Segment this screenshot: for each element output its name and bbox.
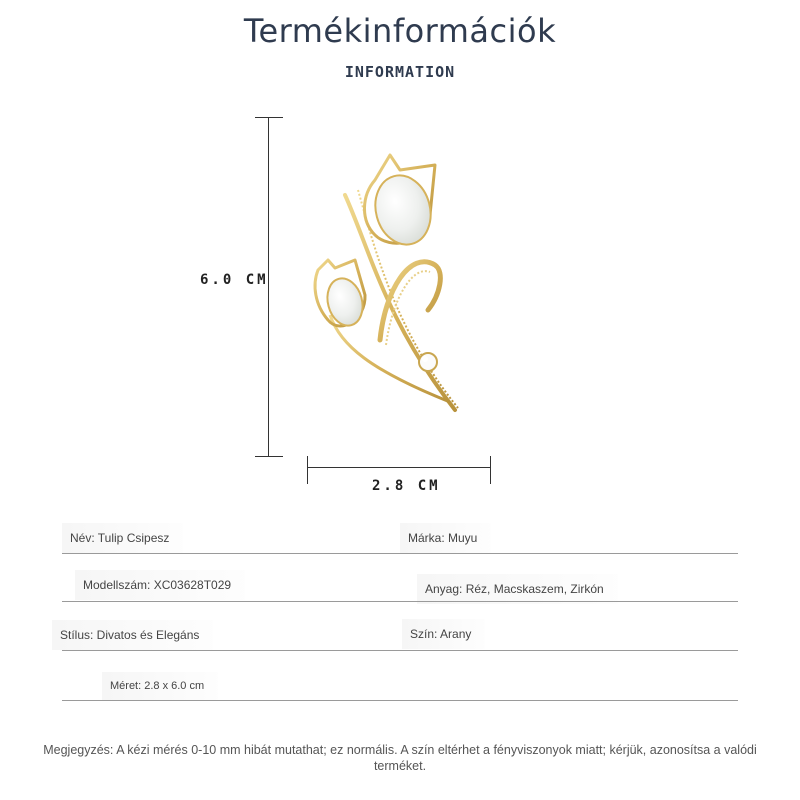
spec-size: Méret: 2.8 x 6.0 cm (102, 672, 218, 700)
tulip-brooch-image (300, 140, 470, 430)
width-label: 2.8 CM (372, 478, 441, 494)
height-dimension-top-cap (255, 117, 283, 118)
spec-divider-3 (62, 650, 738, 651)
width-dimension-line (307, 467, 490, 468)
spec-material: Anyag: Réz, Macskaszem, Zirkón (417, 574, 618, 604)
measurement-note: Megjegyzés: A kézi mérés 0-10 mm hibát mutathat; ez normális. A szín eltérhet a fényviszonyok miatt; kérjük, azonosítsa a valódi terméket. (43, 743, 757, 773)
spec-name: Név: Tulip Csipesz (62, 523, 183, 553)
spec-brand: Márka: Muyu (400, 523, 491, 553)
spec-model: Modellszám: XC03628T029 (75, 570, 245, 600)
page-title: Termékinformációk (243, 12, 557, 50)
width-dimension-left-cap (307, 456, 308, 484)
height-label: 6.0 CM (200, 272, 269, 288)
spec-divider-1 (62, 553, 738, 554)
spec-style: Stílus: Divatos és Elegáns (52, 620, 213, 650)
height-dimension-bottom-cap (255, 456, 283, 457)
width-dimension-right-cap (490, 456, 491, 484)
spec-divider-2 (62, 601, 738, 602)
page-subtitle: INFORMATION (344, 63, 456, 81)
spec-color: Szín: Arany (402, 619, 485, 649)
spec-divider-4 (62, 700, 738, 701)
